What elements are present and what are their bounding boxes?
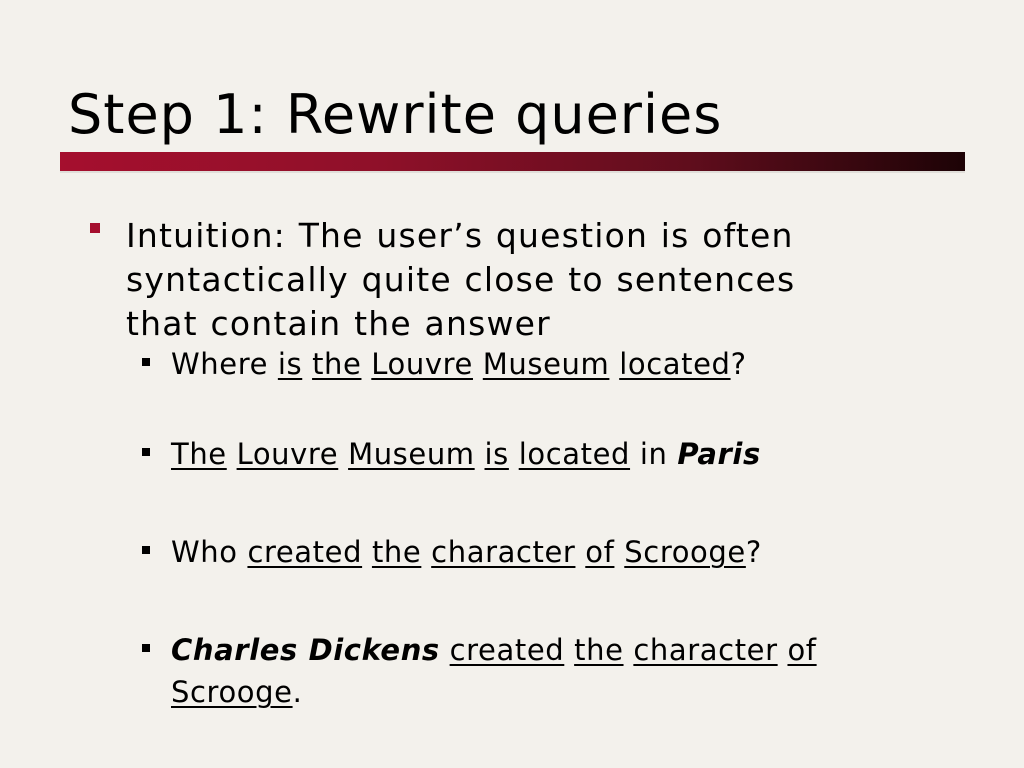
underlined-word: The [171, 437, 227, 471]
text-segment: . [292, 675, 303, 709]
sub-bullet-text [171, 629, 902, 713]
text-segment: in [630, 437, 678, 471]
sub-bullet-3 [142, 531, 902, 573]
sub-bullet-4 [142, 629, 902, 713]
text-segment [362, 535, 372, 569]
underlined-word: Scrooge [624, 535, 746, 569]
text-segment [338, 437, 348, 471]
text-segment [624, 633, 634, 667]
emphasized-phrase: Paris [677, 437, 761, 471]
text-segment [475, 437, 485, 471]
sub-bullet-1 [142, 343, 902, 385]
sub-bullet-text [171, 343, 902, 385]
text-segment [238, 535, 248, 569]
text-segment [361, 347, 371, 381]
sub-bullet-marker [142, 358, 150, 366]
text-segment [421, 535, 431, 569]
text-segment [509, 437, 519, 471]
underlined-word: Louvre [236, 437, 339, 471]
underlined-word: created [449, 633, 565, 667]
text-segment: ? [745, 535, 762, 569]
sub-bullet-marker [142, 448, 150, 456]
underlined-word: character [633, 633, 778, 667]
underlined-word: is [277, 347, 303, 381]
text-segment [473, 347, 483, 381]
underlined-word: located [518, 437, 631, 471]
sub-bullet-marker [142, 546, 150, 554]
underlined-word: Museum [482, 347, 610, 381]
underlined-word: Museum [348, 437, 475, 471]
text-segment [609, 347, 619, 381]
sub-bullet-text [171, 433, 902, 475]
slide-title: Step 1: Rewrite queries [68, 83, 723, 146]
underlined-word: character [431, 535, 576, 569]
sub-bullet-text [171, 531, 902, 573]
sub-bullet-marker [142, 644, 150, 652]
text-segment [564, 633, 574, 667]
text-segment [778, 633, 788, 667]
text-segment [575, 535, 585, 569]
sub-bullet-2 [142, 433, 902, 475]
underlined-word: the [574, 633, 624, 667]
underlined-word: the [371, 535, 422, 569]
main-bullet-text: Intuition: The user’s question is often syntactically quite close to sentences that contain the answer [126, 216, 796, 343]
text-segment: ? [730, 347, 747, 381]
underlined-word: of [787, 633, 817, 667]
underlined-word: located [619, 347, 731, 381]
text-segment: Who [171, 535, 238, 569]
text-segment [302, 347, 312, 381]
text-segment [227, 437, 237, 471]
underlined-word: of [585, 535, 615, 569]
underlined-word: Scrooge [171, 675, 293, 709]
text-segment: Where [171, 347, 269, 381]
underlined-word: Louvre [371, 347, 473, 381]
text-segment [614, 535, 624, 569]
underlined-word: the [312, 347, 362, 381]
main-bullet-marker [90, 223, 100, 233]
main-bullet [90, 214, 870, 346]
emphasized-phrase: Charles Dickens [171, 633, 440, 667]
text-segment [440, 633, 450, 667]
text-segment [268, 347, 278, 381]
underlined-word: is [484, 437, 509, 471]
title-underline-bar [60, 152, 965, 171]
underlined-word: created [247, 535, 363, 569]
